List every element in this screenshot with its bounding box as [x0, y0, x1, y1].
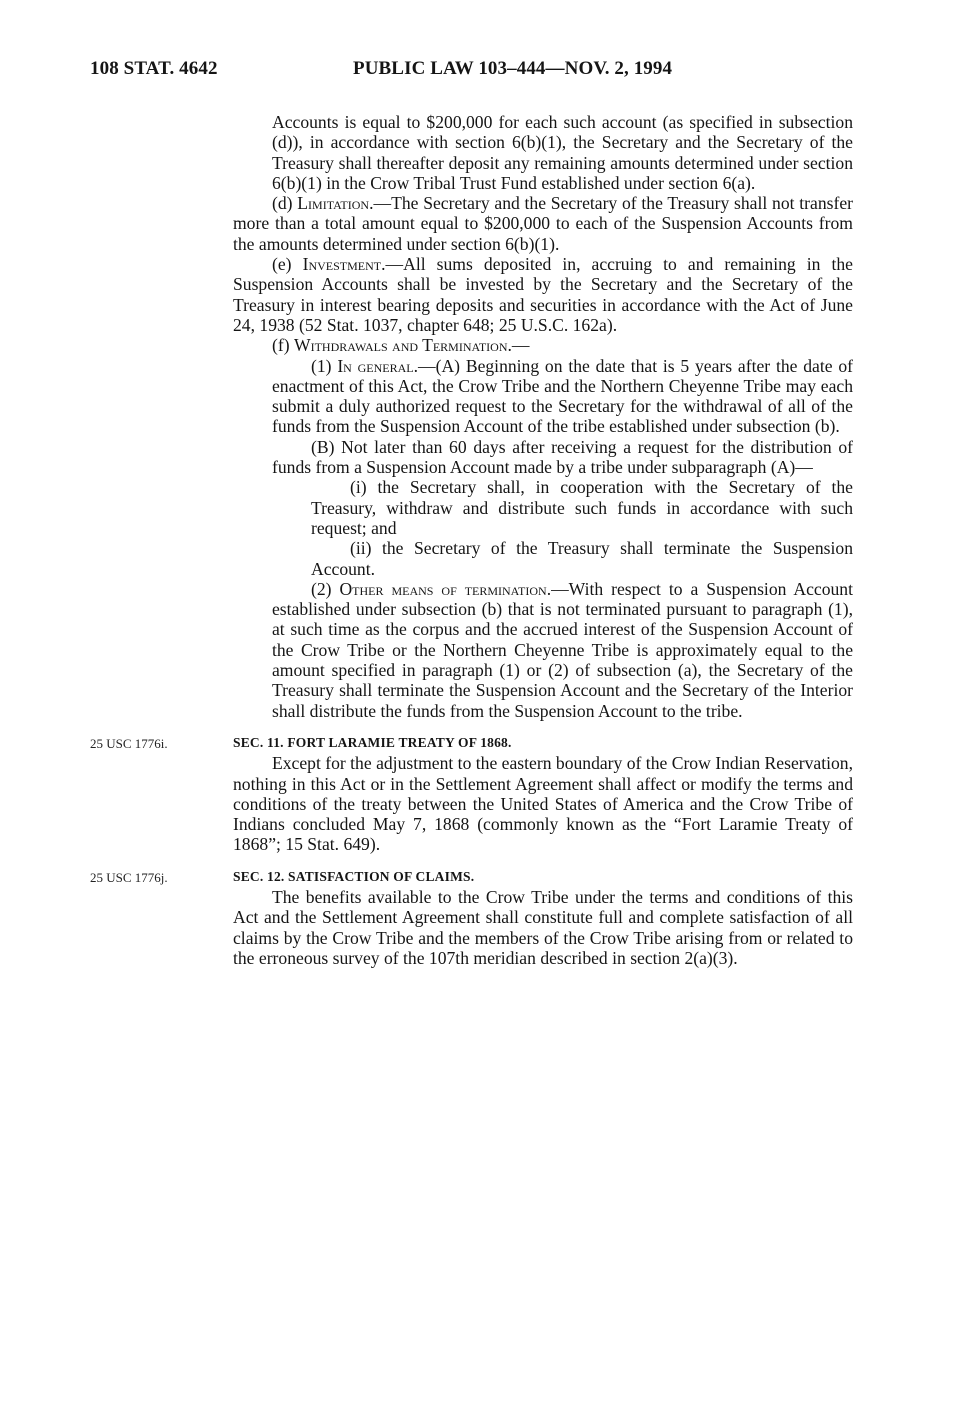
section-12-heading: SEC. 12. SATISFACTION OF CLAIMS.: [233, 868, 475, 884]
subsection-e-heading: Investment: [302, 254, 382, 275]
paragraph-f1-heading: In general: [337, 355, 414, 376]
statute-page-number: 108 STAT. 4642: [90, 58, 218, 79]
section-11: [90, 733, 853, 855]
clause-ii: (ii) the Secretary of the Treasury shall terminate the Suspension Account.: [311, 538, 853, 579]
paragraph-f2-heading: Other means of termination: [339, 578, 547, 599]
paragraph-continuation: Accounts is equal to $200,000 for each such account (as specified in subsection (d)), in accordance with section 6(b)(1), the Secretary and the Secretary of the Treasury shall thereafter deposit any remaining amounts determined under section 6(b)(1) in the Crow Tribal Trust Fund established under section 6(a).: [272, 112, 853, 193]
subsection-f-heading: Withdrawals and Termination: [293, 335, 508, 356]
section-11-text: Except for the adjustment to the eastern boundary of the Crow Indian Reservation, nothing in this Act or in the Settlement Agreement shall affect or modify the terms and conditions of the treaty between the United States of America and the Crow Tribe of Indians concluded May 7, 1868 (commonly known as the “Fort Laramie Treaty of 1868”; 15 Stat. 649).: [233, 753, 853, 855]
paragraph-f1: (1) In general.—(A) Beginning on the date that is 5 years after the date of enactment of this Act, the Crow Tribe and the Northern Cheyenne Tribe may each submit a duly authorized request to the Secretary for the withdrawal of all of the funds from the Suspension Account of the tribe established under subsection (b).: [272, 355, 853, 437]
body-text: [90, 112, 854, 968]
margin-note-sec11: 25 USC 1776i.: [90, 735, 168, 751]
public-law-title: PUBLIC LAW 103–444—NOV. 2, 1994: [353, 58, 673, 79]
subsection-f: (f) Withdrawals and Termination.—: [272, 335, 530, 356]
subparagraph-b: (B) Not later than 60 days after receiving a request for the distribution of funds from a Suspension Account made by a tribe under subparagraph (A)—: [272, 436, 853, 478]
subsection-d: (d) Limitation.—The Secretary and the Secretary of the Treasury shall not transfer more than a total amount equal to $200,000 to each of the Suspension Accounts from the amounts determined under section 6(b)(1).: [233, 193, 854, 254]
subsection-d-heading: Limitation: [297, 193, 370, 214]
section-12-text: The benefits available to the Crow Tribe under the terms and conditions of this Act and the Settlement Agreement shall constitute full and complete satisfaction of all claims by the Crow Tribe and the members of the Crow Tribe arising from or related to the erroneous survey of the 107th meridian described in section 2(a)(3).: [233, 886, 853, 968]
subsection-e: (e) Investment.—All sums deposited in, accruing to and remaining in the Suspension Accounts shall be invested by the Secretary and the Secretary of the Treasury in interest bearing deposits and securities in accordance with the Act of June 24, 1938 (52 Stat. 1037, chapter 648; 25 U.S.C. 162a).: [233, 254, 853, 335]
paragraph-f2: (2) Other means of termination.—With respect to a Suspension Account established under subsection (b) that is not terminated pursuant to paragraph (1), at such time as the corpus and the accrued interest of the Suspension Account of the Crow Tribe or the Northern Cheyenne Tribe is approximately equal to the amount specified in paragraph (1) or (2) of subsection (a), the Secretary of the Treasury shall terminate the Suspension Account and the Secretary of the Interior shall distribute the funds from the Suspension Account to the tribe.: [272, 578, 853, 721]
margin-note-sec12: 25 USC 1776j.: [90, 869, 168, 885]
section-12: [90, 867, 853, 968]
section-11-heading: SEC. 11. FORT LARAMIE TREATY OF 1868.: [233, 734, 512, 750]
clause-i: (i) the Secretary shall, in cooperation with the Secretary of the Treasury, withdraw and distribute such funds in accordance with such request; and: [311, 477, 853, 538]
